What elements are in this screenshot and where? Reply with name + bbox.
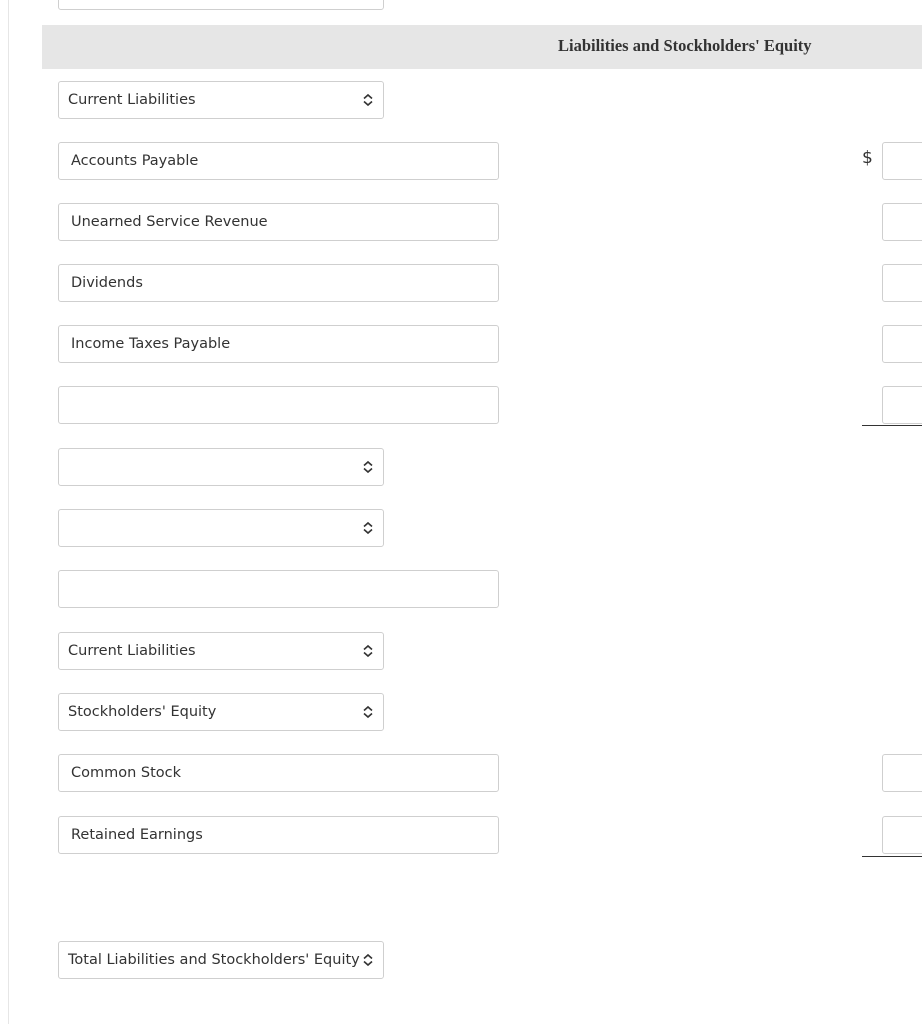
blank-select-2[interactable] xyxy=(58,509,384,547)
select-value: Total Liabilities and Stockholders' Equity xyxy=(68,952,360,968)
field-value: Unearned Service Revenue xyxy=(71,214,268,230)
total-current-liabilities-select[interactable] xyxy=(58,632,384,670)
updown-chevron-icon xyxy=(362,953,374,967)
updown-chevron-icon xyxy=(362,705,374,719)
stockholders-equity-select[interactable] xyxy=(58,693,384,731)
updown-chevron-icon xyxy=(362,644,374,658)
dividends-field[interactable] xyxy=(58,264,499,302)
currency-symbol: $ xyxy=(862,148,873,168)
retained-earnings-amount-input[interactable] xyxy=(882,816,922,854)
accounts-payable-amount-input[interactable] xyxy=(882,142,922,180)
section-header-title: Liabilities and Stockholders' Equity xyxy=(558,36,812,55)
unearned-service-revenue-field[interactable] xyxy=(58,203,499,241)
equity-subtotal-underline xyxy=(862,856,922,857)
common-stock-field[interactable] xyxy=(58,754,499,792)
retained-earnings-field[interactable] xyxy=(58,816,499,854)
field-value: Accounts Payable xyxy=(71,153,199,169)
unearned-service-revenue-amount-input[interactable] xyxy=(882,203,922,241)
common-stock-amount-input[interactable] xyxy=(882,754,922,792)
field-value: Retained Earnings xyxy=(71,827,203,843)
updown-chevron-icon xyxy=(362,93,374,107)
page-left-border xyxy=(8,0,9,1024)
subtotal-underline xyxy=(862,425,922,426)
select-value: Current Liabilities xyxy=(68,92,196,108)
dividends-amount-input[interactable] xyxy=(882,264,922,302)
select-value: Current Liabilities xyxy=(68,643,196,659)
blank-account-field-2[interactable] xyxy=(58,570,499,608)
total-liabilities-equity-select[interactable] xyxy=(58,941,384,979)
income-taxes-payable-field[interactable] xyxy=(58,325,499,363)
updown-chevron-icon xyxy=(362,521,374,535)
field-value: Common Stock xyxy=(71,765,182,781)
accounts-payable-field[interactable] xyxy=(58,142,499,180)
blank-amount-input-1[interactable] xyxy=(882,386,922,424)
blank-select-1[interactable] xyxy=(58,448,384,486)
income-taxes-payable-amount-input[interactable] xyxy=(882,325,922,363)
updown-chevron-icon xyxy=(362,460,374,474)
select-value: Stockholders' Equity xyxy=(68,704,217,720)
current-liabilities-select[interactable] xyxy=(58,81,384,119)
previous-field-partial[interactable] xyxy=(58,0,384,10)
blank-account-field-1[interactable] xyxy=(58,386,499,424)
field-value: Dividends xyxy=(71,275,143,291)
field-value: Income Taxes Payable xyxy=(71,336,231,352)
